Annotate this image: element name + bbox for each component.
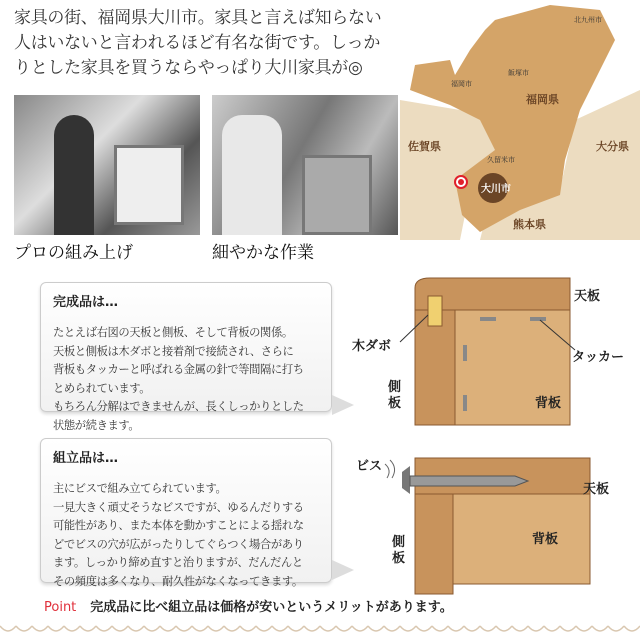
bubble-line: 主にビスで組み立てられています。 — [53, 482, 227, 495]
intro-line: 人はいないと言われるほど有名な街です。しっか — [14, 33, 381, 53]
bubble-title: 完成品は… — [53, 295, 119, 310]
map-label: 福岡市 — [451, 80, 472, 88]
bubble-title: 組立品は… — [53, 451, 119, 466]
map-label: 大川市 — [481, 184, 511, 195]
bubble-line: 一見大きく頑丈そうなビスですが、ゆるんだりする — [53, 500, 304, 514]
map-label: 久留米市 — [487, 156, 515, 164]
map-fukuoka — [400, 0, 640, 240]
map-label: 福岡県 — [526, 93, 559, 106]
assembled-product-bubble — [40, 438, 332, 588]
label-back-board: 背板 — [532, 532, 559, 547]
label-tacker: タッカー — [572, 350, 625, 365]
point-note — [44, 596, 453, 615]
bubble-line: とめられています。 — [53, 381, 151, 395]
bubble-line: 可能性があり、また本体を動かすことによる揺れな — [53, 519, 304, 532]
bubble-line: 天板と側板は木ダボと接着剤で接続され、さらに — [53, 344, 294, 358]
bubble-line: その頻度は多くなり、耐久性がなくなってきます。 — [53, 574, 303, 588]
bubble-line: たとえば右図の天板と側板、そして背板の関係。 — [53, 326, 293, 339]
intro-line: りとした家具を買うならやっぱり大川家具が◎ — [14, 58, 363, 78]
assembled-joint-diagram — [340, 440, 640, 600]
label-screw: ビス — [356, 459, 383, 474]
point-text: 完成品に比べ組立品は価格が安いというメリットがあります。 — [90, 600, 453, 615]
photo-caption: プロの組み上げ — [14, 243, 133, 263]
decorative-border — [0, 622, 640, 640]
screw-head — [402, 466, 410, 494]
intro-text — [14, 6, 394, 81]
label-top-board: 天板 — [574, 289, 601, 304]
label-dowel: 木ダボ — [352, 339, 392, 354]
photo-crafting — [212, 95, 398, 235]
map-label: 北九州市 — [574, 16, 602, 24]
label-side-board: 側 板 — [392, 535, 406, 566]
map-label: 佐賀県 — [408, 140, 441, 153]
bubble-line: 背板もタッカーと呼ばれる金属の針で等間隔に打ち — [53, 363, 304, 376]
bubble-line: どでビスの穴が広がったりしてぐらつく場合があり — [53, 537, 304, 551]
map-label: 大分県 — [596, 140, 629, 153]
label-side-board: 側 板 — [388, 380, 402, 411]
label-back-board: 背板 — [535, 396, 562, 411]
dowel — [428, 296, 442, 326]
bubble-line: ます。しっかり締め直すと治りますが、だんだんと — [53, 556, 303, 569]
map-label: 飯塚市 — [508, 69, 529, 77]
bubble-line: 状態が続きます。 — [53, 418, 140, 432]
finished-product-bubble — [40, 282, 332, 432]
intro-line: 家具の街、福岡県大川市。家具と言えば知らない — [14, 8, 382, 28]
photo-caption: 細やかな作業 — [212, 243, 314, 263]
label-top-board: 天板 — [583, 482, 610, 497]
bubble-line: もちろん分解はできませんが、長くしっかりとした — [53, 400, 304, 413]
map-label: 熊本県 — [513, 218, 546, 231]
point-label: Point — [44, 600, 77, 615]
photo-assembly — [14, 95, 200, 235]
